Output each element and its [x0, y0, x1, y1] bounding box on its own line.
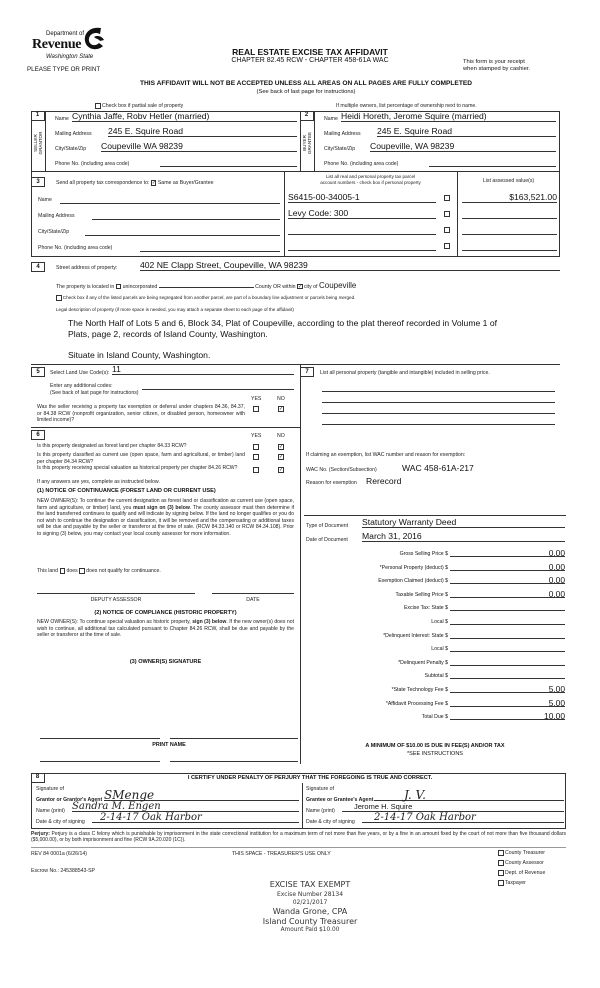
logo-dept: Department of	[46, 31, 85, 37]
deputy-assessor-line[interactable]	[37, 593, 195, 594]
this-land-label: This land	[37, 568, 59, 575]
section-5-number: 5	[31, 367, 45, 377]
continuance-qualify	[37, 568, 161, 574]
receipt-note-1: This form is your receipt	[463, 59, 525, 65]
additional-codes-label: Enter any additional codes:	[50, 383, 113, 389]
escrow-number: Escrow No.: 245388543-SP	[31, 868, 96, 874]
fee-value-field[interactable]: 0.00	[450, 563, 565, 571]
assessed-header: List assessed value(s)	[482, 178, 535, 184]
segregated-checkbox[interactable]	[56, 295, 62, 301]
personal-property-line[interactable]	[322, 402, 555, 403]
stamp-treasurer-name: Wanda Grone, CPA	[272, 907, 348, 916]
personal-property-checkbox[interactable]	[444, 227, 450, 233]
minimum-due-note: A MINIMUM OF $10.00 IS DUE IN FEE(S) AND/OR TAX	[365, 743, 505, 749]
grantee-signature[interactable]: J. V.	[374, 788, 564, 801]
fee-label: Total Due $	[421, 714, 448, 721]
partial-sale-checkbox[interactable]	[95, 103, 101, 109]
seller-name-field[interactable]: Cynthia Jaffe, Robv Hetler (married)	[72, 112, 297, 122]
q6c-yes-checkbox[interactable]	[253, 467, 259, 473]
wac-label: WAC No. (Section/Subsection)	[306, 467, 377, 473]
stamp-amount: Amount Paid $10.00	[280, 927, 340, 933]
personal-property-checkbox[interactable]	[444, 243, 450, 249]
buyer-name-label: Name	[324, 116, 338, 122]
personal-property-line[interactable]	[322, 391, 555, 392]
send-correspondence	[56, 180, 214, 186]
perjury-bold: Perjury:	[31, 831, 50, 837]
form-title: REAL ESTATE EXCISE TAX AFFIDAVIT	[232, 47, 388, 57]
stamp-title: EXCISE TAX EXEMPT	[269, 880, 351, 889]
assessed-value-field[interactable]: $163,521.00	[462, 192, 557, 203]
any-yes-note: If any answers are yes, complete as instructed below.	[37, 479, 160, 485]
divider	[45, 111, 46, 171]
does-label: does	[66, 568, 78, 575]
buyer-name-field[interactable]: Heidi Horeth, Jerome Squire (married)	[341, 112, 556, 122]
divider	[31, 427, 300, 428]
copy-label: County Treasurer	[504, 850, 546, 857]
notice-bold: sign (3) below	[192, 619, 227, 625]
grantee-name-field[interactable]: Jerome H. Squire	[342, 802, 564, 812]
owner-signature-title: (3) OWNER(S) SIGNATURE	[129, 659, 202, 665]
legal-description-3: Situate in Island County, Washington.	[68, 350, 211, 360]
street-address-field[interactable]: 402 NE Clapp Street, Coupeville, WA 98239	[140, 260, 560, 271]
fee-value-field[interactable]	[450, 658, 565, 666]
q6b-no-checkbox[interactable]: ✓	[279, 454, 284, 460]
exemption-question: Was the seller receiving a property tax exemption or deferral under chapters 84.36, 84.37, or 84.38 RCW (nonprofit organization, senior citizen, or disabled person, homeowner with limited income)?	[37, 404, 245, 424]
reason-value[interactable]: Rerecord	[366, 476, 402, 486]
completion-warning: THIS AFFIDAVIT WILL NOT BE ACCEPTED UNLESS ALL AREAS ON ALL PAGES ARE FULLY COMPLETED	[139, 80, 473, 87]
logo-state: Washington State	[46, 54, 94, 60]
copy-item	[498, 880, 526, 886]
certify-statement: I CERTIFY UNDER PENALTY OF PERJURY THAT THE FOREGOING IS TRUE AND CORRECT.	[187, 775, 433, 781]
date-city-label: Date & city of signing	[36, 819, 85, 825]
partial-sale	[95, 103, 183, 109]
unincorporated-label: unincorporated	[122, 284, 158, 290]
doc-type-label: Type of Document	[306, 523, 349, 529]
claim-exemption-label: If claiming an exemption, list WAC number and reason for exemption:	[306, 452, 466, 458]
copy-checkbox[interactable]	[498, 880, 504, 886]
does-not-checkbox[interactable]	[79, 568, 85, 574]
print-name-line[interactable]	[40, 761, 160, 762]
name-print-label: Name (print)	[306, 808, 335, 814]
fee-label: Excise Tax: State $	[403, 605, 448, 612]
seller-city-label: City/State/Zip	[55, 146, 87, 152]
grantor-name-field[interactable]: Sandra M. Engen	[72, 801, 299, 812]
buyer-grantee-label: BUYER GRANTEE	[302, 131, 312, 155]
copy-label: Taxpayer	[504, 880, 526, 887]
no-header: NO	[277, 396, 285, 402]
signature-of-label: Signature of	[306, 786, 334, 792]
copy-label: Dept. of Revenue	[504, 870, 546, 877]
notice-text: NEW OWNER(S): To continue special valuation as historic property,	[37, 619, 193, 625]
owner-signature-line[interactable]	[170, 738, 298, 739]
buyer-mailing-label: Mailing Address	[324, 131, 361, 137]
corr-mailing-label: Mailing Address	[38, 213, 75, 219]
fee-value-field[interactable]	[450, 603, 565, 611]
parcel-number-field[interactable]: S6415-00-34005-1	[288, 192, 436, 203]
forest-land-question: Is this property designated as forest land per chapter 84.33 RCW?	[37, 443, 187, 449]
fee-value-field[interactable]	[450, 644, 565, 652]
print-name-label: PRINT NAME	[152, 742, 186, 748]
divider	[302, 783, 303, 829]
land-use-field[interactable]: 11	[112, 365, 294, 375]
street-label: Street address of property:	[56, 265, 118, 271]
logo-revenue: Revenue	[32, 37, 82, 52]
grantor-agent-label: Grantor or Grantor's Agent	[36, 797, 103, 803]
fee-label: Taxable Selling Price $	[395, 591, 448, 598]
no-header: NO	[277, 433, 285, 439]
city-checkbox[interactable]: ✓	[298, 283, 303, 290]
seller-name-label: Name	[55, 116, 69, 122]
seller-phone-label: Phone No. (including area code)	[55, 161, 130, 167]
divider	[304, 515, 566, 516]
date-line[interactable]	[212, 593, 294, 594]
additional-codes-field[interactable]	[142, 389, 294, 390]
grantee-date-field[interactable]: 2-14-17 Oak Harbor	[362, 812, 564, 823]
stamp-number: Excise Number 28134	[276, 891, 344, 898]
print-name-line[interactable]	[170, 761, 298, 762]
legal-label: Legal description of property (if more space is needed, you may attach a separate sheet to each page of the affidavit)	[56, 307, 294, 312]
fee-label: Local $	[431, 619, 448, 625]
segregated-label: Check box if any of the listed parcels are being segregated from another parcel, are part of a boundary line adjustment or parcels being merged.	[62, 295, 356, 300]
fee-label: Local $	[431, 646, 448, 653]
same-as-buyer-label: Same as Buyer/Grantee	[157, 180, 214, 187]
reason-label: Reason for exemption	[306, 480, 357, 486]
corr-mailing-field[interactable]	[92, 219, 280, 220]
fee-value-field[interactable]	[450, 617, 565, 625]
fee-label: *Delinquent Penalty $	[398, 659, 448, 666]
historic-question: Is this property receiving special valuation as historical property per chapter 84.26 RCW?	[37, 465, 238, 471]
q5-yes-checkbox[interactable]	[253, 406, 259, 412]
divider	[31, 171, 560, 172]
q5-no-checkbox[interactable]: ✓	[279, 406, 284, 412]
land-use-label: Select Land Use Code(s):	[50, 370, 110, 376]
legal-description-1: The North Half of Lots 5 and 6, Block 34, Plat of Coupeville, according to the plat thereof recorded in Volume 1 of	[68, 318, 497, 328]
buyer-phone-field[interactable]	[429, 166, 556, 167]
q6c-no-checkbox[interactable]: ✓	[279, 467, 284, 473]
grantor-signature[interactable]: SMenge	[104, 788, 299, 801]
section-3-number: 3	[31, 177, 45, 187]
wac-value[interactable]: WAC 458-61A-217	[402, 463, 474, 473]
seller-mailing-field[interactable]: 245 E. Squire Road	[108, 127, 297, 137]
buyer-mailing-field[interactable]: 245 E. Squire Road	[377, 127, 556, 137]
yes-header: YES	[251, 433, 262, 439]
notice-compliance-text	[37, 619, 294, 639]
buyer-phone-label: Phone No. (including area code)	[324, 161, 399, 167]
section-6-number: 6	[31, 430, 45, 440]
fee-label: *State Technology Fee $	[391, 687, 448, 693]
fee-value-field[interactable]: 5.00	[450, 685, 565, 693]
fee-label: *Delinquent Interest: State $	[383, 632, 448, 639]
yes-header: YES	[251, 396, 262, 402]
fee-value-field[interactable]: 0.00	[450, 590, 565, 598]
city-of-label: city of	[303, 284, 318, 290]
buyer-city-field[interactable]: Coupeville, WA 98239	[370, 142, 556, 152]
notice-text: . The county assessor must then determine if the land transferred continues to qualify and will indicate by signing below. If the land no longer qualifies or you do not wish to continue the designation or classification, it will be removed and the compensating or additional taxes will be due and payable by the seller or transferor at the time of sale. (RCW 84.33.140 or RCW 84.34.108). Prior to signing (3) below, you may contact your local county assessor for more information.	[37, 504, 294, 537]
form-subtitle: CHAPTER 82.45 RCW - CHAPTER 458-61A WAC	[231, 57, 389, 64]
fee-label: Subtotal $	[424, 673, 448, 680]
section-1-number: 1	[31, 111, 45, 121]
parcel-header-1: List all real and personal property tax parcel	[325, 174, 416, 179]
fee-value-field[interactable]: 5.00	[450, 699, 565, 707]
divider	[300, 364, 301, 764]
receipt-note-2: when stamped by cashier.	[463, 66, 531, 72]
notice-compliance-title: (2) NOTICE OF COMPLIANCE (HISTORIC PROPERTY)	[94, 610, 237, 616]
partial-sale-label: Check box if partial sale of property	[101, 103, 184, 110]
notice-bold: must sign on (3) below	[133, 504, 190, 511]
q6b-yes-checkbox[interactable]	[253, 454, 259, 460]
unincorporated-checkbox[interactable]	[116, 284, 122, 290]
parcel-number-field[interactable]	[288, 240, 436, 251]
corr-name-label: Name	[38, 197, 52, 203]
fee-value-field[interactable]	[450, 671, 565, 679]
seller-grantor-label: SELLER GRANTOR	[33, 131, 43, 155]
does-not-label: does not qualify for continuance.	[86, 568, 161, 575]
assessed-value-field[interactable]	[462, 224, 557, 235]
fee-value-field[interactable]: 0.00	[450, 576, 565, 584]
perjury-text: Perjury is a class C felony which is punishable by imprisonment in the state correctional institution for a maximum term of not more than five years, or by a fine in an amount fixed by the court of not more than five thousand dollars ($5,000.00), or by both imprisonment and fine (RCW 9A.20.020 (1C)).	[31, 831, 566, 844]
see-instructions-note: *SEE INSTRUCTIONS	[407, 751, 463, 757]
copy-checkbox[interactable]	[498, 860, 504, 866]
assessed-value-field[interactable]	[462, 240, 557, 251]
copy-label: County Assessor	[504, 860, 544, 867]
fee-label: Gross Selling Price $	[399, 551, 448, 557]
divider	[314, 111, 315, 171]
fee-value-field[interactable]	[450, 631, 565, 639]
seller-phone-field[interactable]	[160, 166, 297, 167]
doc-date-label: Date of Document	[306, 537, 348, 543]
copy-item	[498, 860, 544, 866]
same-as-buyer-checkbox[interactable]: ✓	[151, 180, 157, 186]
copy-checkbox[interactable]	[498, 850, 504, 856]
personal-property-line[interactable]	[322, 413, 555, 414]
grantor-date-field[interactable]: 2-14-17 Oak Harbor	[92, 812, 299, 823]
buyer-city-label: City/State/Zip	[324, 146, 356, 152]
current-use-question: Is this property classified as current use (open space, farm and agricultural, or timber) land per chapter 84.34 RCW?	[37, 452, 245, 465]
copy-checkbox[interactable]	[498, 870, 504, 876]
personal-property-checkbox[interactable]	[444, 211, 450, 217]
county-field[interactable]	[159, 287, 254, 288]
parcel-header-2: account numbers - check box if personal property	[320, 180, 421, 185]
date-label: DATE	[246, 597, 260, 603]
copy-item	[498, 870, 545, 876]
notice-continuance-text	[37, 498, 294, 538]
fee-label: Exemption Claimed (deduct) $	[378, 578, 448, 585]
doc-type-field[interactable]: Statutory Warranty Deed	[362, 518, 565, 528]
please-type: PLEASE TYPE OR PRINT	[27, 66, 101, 73]
deputy-assessor-label: DEPUTY ASSESSOR	[90, 597, 142, 603]
parcel-number-field[interactable]	[288, 224, 436, 235]
segregated	[56, 295, 355, 301]
signature-of-label: Signature of	[36, 786, 64, 792]
fee-value-field[interactable]: 0.00	[450, 549, 565, 557]
grantee-agent-label: Grantee or Grantee's Agent	[306, 797, 374, 803]
fee-label: *Affidavit Processing Fee $	[385, 700, 448, 707]
multiple-owners-note: If multiple owners, list percentage of ownership next to name.	[336, 103, 477, 109]
corr-phone-field[interactable]	[140, 251, 280, 252]
section-2-number: 2	[300, 111, 314, 121]
notice-text: . If the new owner(s) does not wish to continue, all additional tax calculated pursuant to Chapter 84.26 RCW, shall be due and payable by the seller or transferor at the time of sale.	[37, 619, 294, 639]
stamp-date: 02/21/2017	[292, 899, 328, 906]
fee-value-field[interactable]: 10.00	[450, 712, 565, 720]
personal-property-checkbox[interactable]	[444, 195, 450, 201]
located-in-label: The property is located in	[56, 284, 115, 290]
parcel-number-field[interactable]: Levy Code: 300	[288, 208, 436, 219]
does-checkbox[interactable]	[60, 568, 66, 574]
corr-phone-label: Phone No. (including area code)	[38, 245, 113, 251]
send-label: Send all property tax correspondence to:	[56, 180, 150, 187]
section-4-number: 4	[31, 262, 45, 272]
form-revision: REV 84 0001a (6/26/14)	[31, 851, 87, 857]
legal-description-2: Plats, page 2, records of Island County, Washington.	[68, 329, 268, 339]
seller-mailing-label: Mailing Address	[55, 131, 92, 137]
corr-name-field[interactable]	[60, 203, 280, 204]
owner-signature-line[interactable]	[40, 738, 160, 739]
perjury-notice	[31, 831, 566, 844]
see-back-note: (See back of last page for instructions)	[50, 390, 139, 396]
doc-date-field[interactable]: March 31, 2016	[362, 532, 565, 542]
section-8-number: 8	[31, 773, 45, 783]
fee-label: *Personal Property (deduct) $	[379, 564, 448, 571]
divider	[31, 847, 566, 848]
date-city-label: Date & city of signing	[306, 819, 355, 825]
corr-city-label: City/State/Zip	[38, 229, 70, 235]
instructions-note: (See back of last page for instructions)	[256, 89, 356, 95]
notice-continuance-title: (1) NOTICE OF CONTINUANCE (FOREST LAND OR CURRENT USE)	[37, 488, 216, 494]
treasurer-use-label: THIS SPACE - TREASURER'S USE ONLY	[232, 851, 331, 857]
city-value[interactable]: Coupeville	[318, 281, 357, 290]
stamp-office: Island County Treasurer	[262, 917, 358, 926]
corr-city-field[interactable]	[85, 235, 280, 236]
assessed-value-field[interactable]	[462, 208, 557, 219]
personal-property-line[interactable]	[322, 424, 555, 425]
personal-property-label: List all personal property (tangible and intangible) included in selling price.	[320, 370, 490, 376]
q6a-no-checkbox[interactable]: ✓	[279, 444, 284, 450]
notice-text: NEW OWNER(S): To continue the current designation as forest land or classification as current use (open space, farm and agriculture, or timber) land, you	[37, 498, 294, 511]
divider	[31, 364, 560, 365]
county-or-label: County OR within	[255, 284, 296, 290]
name-print-label: Name (print)	[36, 808, 65, 814]
q6a-yes-checkbox[interactable]	[253, 444, 259, 450]
section-7-number: 7	[300, 367, 314, 377]
copy-item	[498, 850, 545, 856]
property-location	[56, 281, 356, 290]
seller-city-field[interactable]: Coupeville WA 98239	[101, 142, 297, 152]
